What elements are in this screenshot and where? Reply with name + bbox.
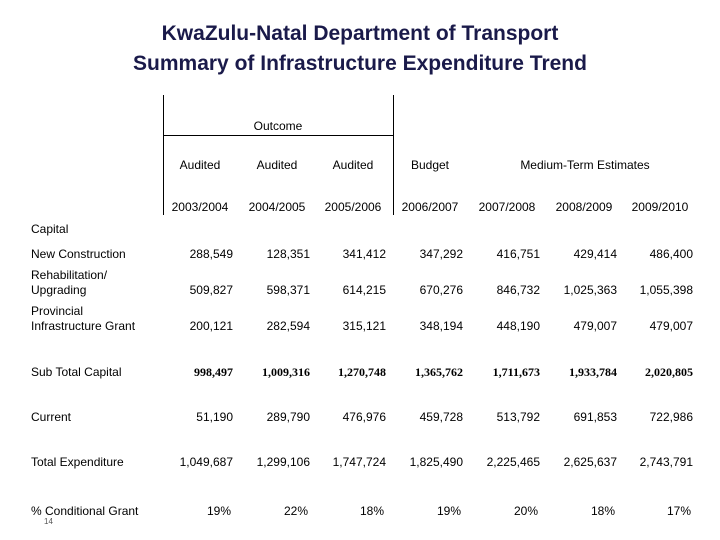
cell-subtotal-2005: 1,270,748 (338, 365, 386, 379)
mte-header: Medium-Term Estimates (520, 158, 650, 172)
year-4: 2006/2007 (401, 200, 459, 214)
cell-newcon-2004: 128,351 (266, 247, 310, 261)
cell-rehab-2006: 670,276 (419, 283, 463, 297)
cell-pig-2004: 282,594 (266, 319, 310, 333)
cell-subtotal-2003: 998,497 (194, 365, 233, 379)
cell-total-2009: 2,743,791 (639, 455, 693, 469)
row-label-rehab-line1: Rehabilitation/ (31, 268, 108, 282)
col-type-4: Budget (410, 158, 450, 172)
cell-total-2004: 1,299,106 (256, 455, 310, 469)
cell-total-2007: 2,225,465 (486, 455, 540, 469)
year-7: 2009/2010 (631, 200, 689, 214)
cell-current-2008: 691,853 (573, 410, 617, 424)
row-label-subtotal: Sub Total Capital (31, 365, 122, 379)
cell-newcon-2006: 347,292 (419, 247, 463, 261)
cell-newcon-2007: 416,751 (496, 247, 540, 261)
page-number: 14 (44, 517, 53, 526)
cell-newcon-2008: 429,414 (573, 247, 617, 261)
row-label-new-construction: New Construction (31, 247, 126, 261)
cell-subtotal-2006: 1,365,762 (415, 365, 463, 379)
col-type-3: Audited (332, 158, 374, 172)
cell-subtotal-2009: 2,020,805 (645, 365, 693, 379)
cell-pct-2009: 17% (666, 504, 691, 518)
outcome-box-right-border (393, 95, 394, 215)
cell-newcon-2009: 486,400 (649, 247, 693, 261)
cell-subtotal-2008: 1,933,784 (569, 365, 617, 379)
cell-subtotal-2004: 1,009,316 (262, 365, 310, 379)
row-label-rehab-line2: Upgrading (31, 283, 87, 297)
cell-current-2005: 476,976 (342, 410, 386, 424)
cell-pct-2007: 20% (513, 504, 538, 518)
cell-current-2003: 51,190 (196, 410, 233, 424)
outcome-box-bottom-border (163, 135, 394, 136)
row-label-current: Current (31, 410, 72, 424)
section-capital-label: Capital (31, 222, 69, 236)
cell-current-2004: 289,790 (266, 410, 310, 424)
cell-current-2009: 722,986 (649, 410, 693, 424)
title-line-1: KwaZulu-Natal Department of Transport (161, 22, 559, 45)
cell-rehab-2008: 1,025,363 (563, 283, 617, 297)
cell-rehab-2005: 614,215 (342, 283, 386, 297)
year-3: 2005/2006 (324, 200, 382, 214)
cell-subtotal-2007: 1,711,673 (492, 365, 540, 379)
cell-pig-2005: 315,121 (342, 319, 386, 333)
col-type-1: Audited (179, 158, 221, 172)
cell-total-2006: 1,825,490 (409, 455, 463, 469)
cell-pct-2004: 22% (283, 504, 308, 518)
row-label-pig-line1: Provincial (31, 304, 84, 318)
cell-newcon-2003: 288,549 (189, 247, 233, 261)
cell-pig-2008: 479,007 (573, 319, 617, 333)
cell-total-2008: 2,625,637 (563, 455, 617, 469)
cell-pct-2008: 18% (590, 504, 615, 518)
cell-current-2006: 459,728 (419, 410, 463, 424)
cell-rehab-2004: 598,371 (266, 283, 310, 297)
cell-total-2003: 1,049,687 (179, 455, 233, 469)
outcome-header: Outcome (253, 119, 303, 133)
cell-current-2007: 513,792 (496, 410, 540, 424)
cell-pig-2009: 479,007 (649, 319, 693, 333)
cell-pct-2006: 19% (436, 504, 461, 518)
cell-rehab-2003: 509,827 (189, 283, 233, 297)
cell-rehab-2007: 846,732 (496, 283, 540, 297)
col-type-2: Audited (256, 158, 298, 172)
cell-pig-2006: 348,194 (419, 319, 463, 333)
cell-pig-2003: 200,121 (189, 319, 233, 333)
year-5: 2007/2008 (478, 200, 536, 214)
cell-pct-2005: 18% (359, 504, 384, 518)
row-label-total: Total Expenditure (31, 455, 124, 469)
cell-pig-2007: 448,190 (496, 319, 540, 333)
title-line-2: Summary of Infrastructure Expenditure Trend (133, 52, 587, 75)
year-6: 2008/2009 (555, 200, 613, 214)
outcome-box-left-border (163, 95, 164, 215)
cell-newcon-2005: 341,412 (342, 247, 386, 261)
row-label-conditional-grant: % Conditional Grant (31, 504, 139, 518)
cell-total-2005: 1,747,724 (332, 455, 386, 469)
year-1: 2003/2004 (171, 200, 229, 214)
cell-rehab-2009: 1,055,398 (639, 283, 693, 297)
row-label-pig-line2: Infrastructure Grant (31, 319, 136, 333)
cell-pct-2003: 19% (206, 504, 231, 518)
year-2: 2004/2005 (248, 200, 306, 214)
